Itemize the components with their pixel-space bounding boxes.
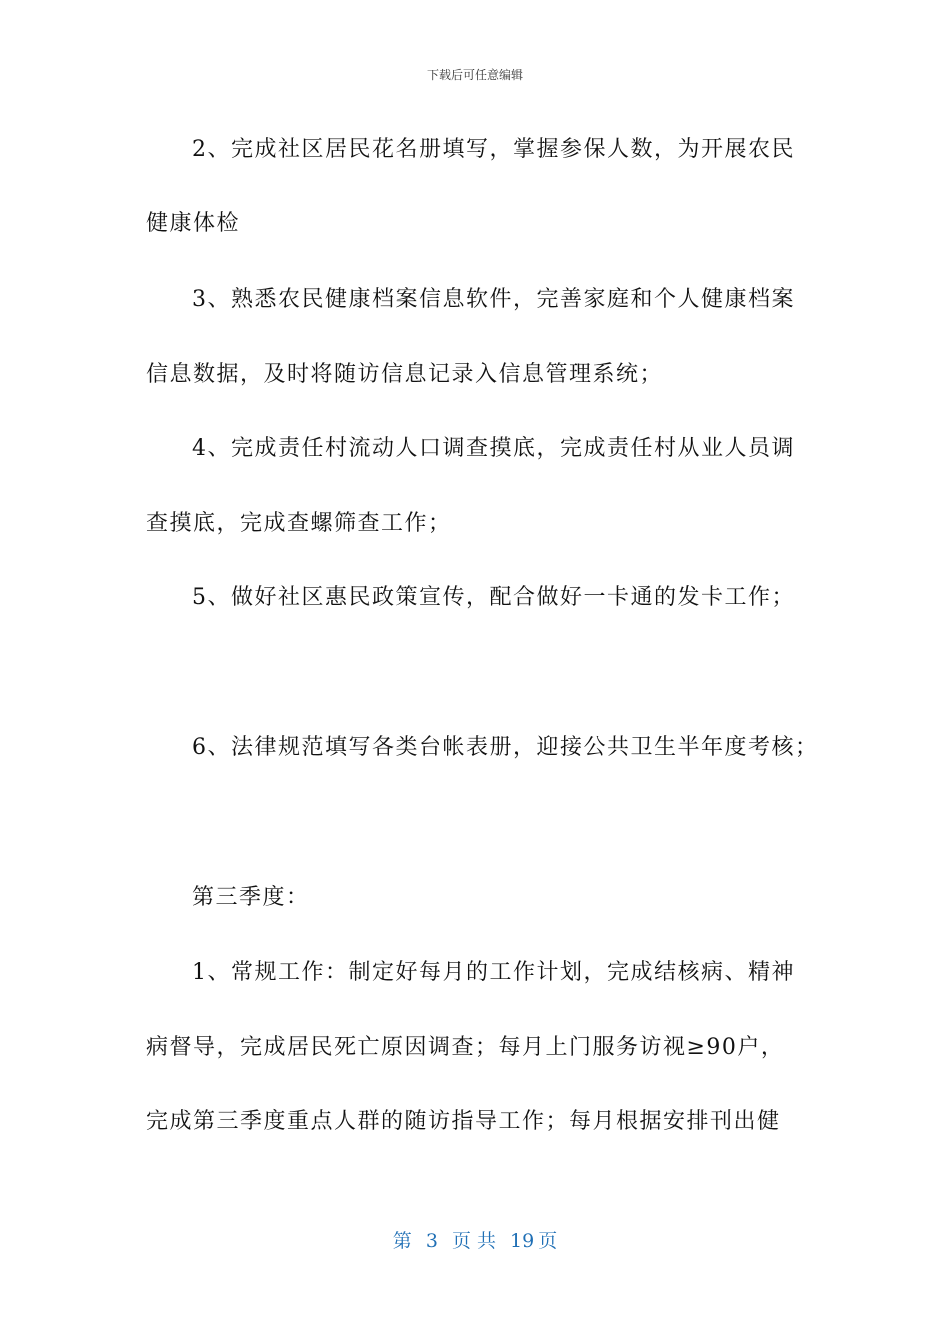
paragraph-line: 2、完成社区居民花名册填写，掌握参保人数，为开展农民 [192,137,795,162]
paragraph-line: 健康体检 [146,211,241,236]
paragraph-line: 查摸底，完成查螺筛查工作； [146,511,452,536]
paragraph-line: 病督导，完成居民死亡原因调查；每月上门服务访视≥90户， [146,1035,785,1060]
page-footer [0,1226,950,1253]
section-heading: 第三季度： [192,885,310,910]
footer-middle: 页 共 [451,1230,496,1252]
paragraph-line: 3、熟悉农民健康档案信息软件，完善家庭和个人健康档案 [192,287,795,312]
page-header: 下载后可任意编辑 [426,68,523,82]
footer-total-pages: 19 [510,1230,535,1252]
footer-current-page: 3 [425,1230,438,1252]
paragraph-line: 5、做好社区惠民政策宣传，配合做好一卡通的发卡工作； [192,585,795,610]
paragraph-line: 6、法律规范填写各类台帐表册，迎接公共卫生半年度考核； [192,735,819,760]
footer-prefix: 第 [392,1230,412,1252]
footer-suffix: 页 [538,1230,558,1252]
paragraph-line: 4、完成责任村流动人口调查摸底，完成责任村从业人员调 [192,436,795,461]
paragraph-line: 信息数据，及时将随访信息记录入信息管理系统； [146,362,664,387]
paragraph-line: 完成第三季度重点人群的随访指导工作；每月根据安排刊出健 [146,1109,781,1134]
paragraph-line: 1、常规工作：制定好每月的工作计划，完成结核病、精神 [192,960,795,985]
